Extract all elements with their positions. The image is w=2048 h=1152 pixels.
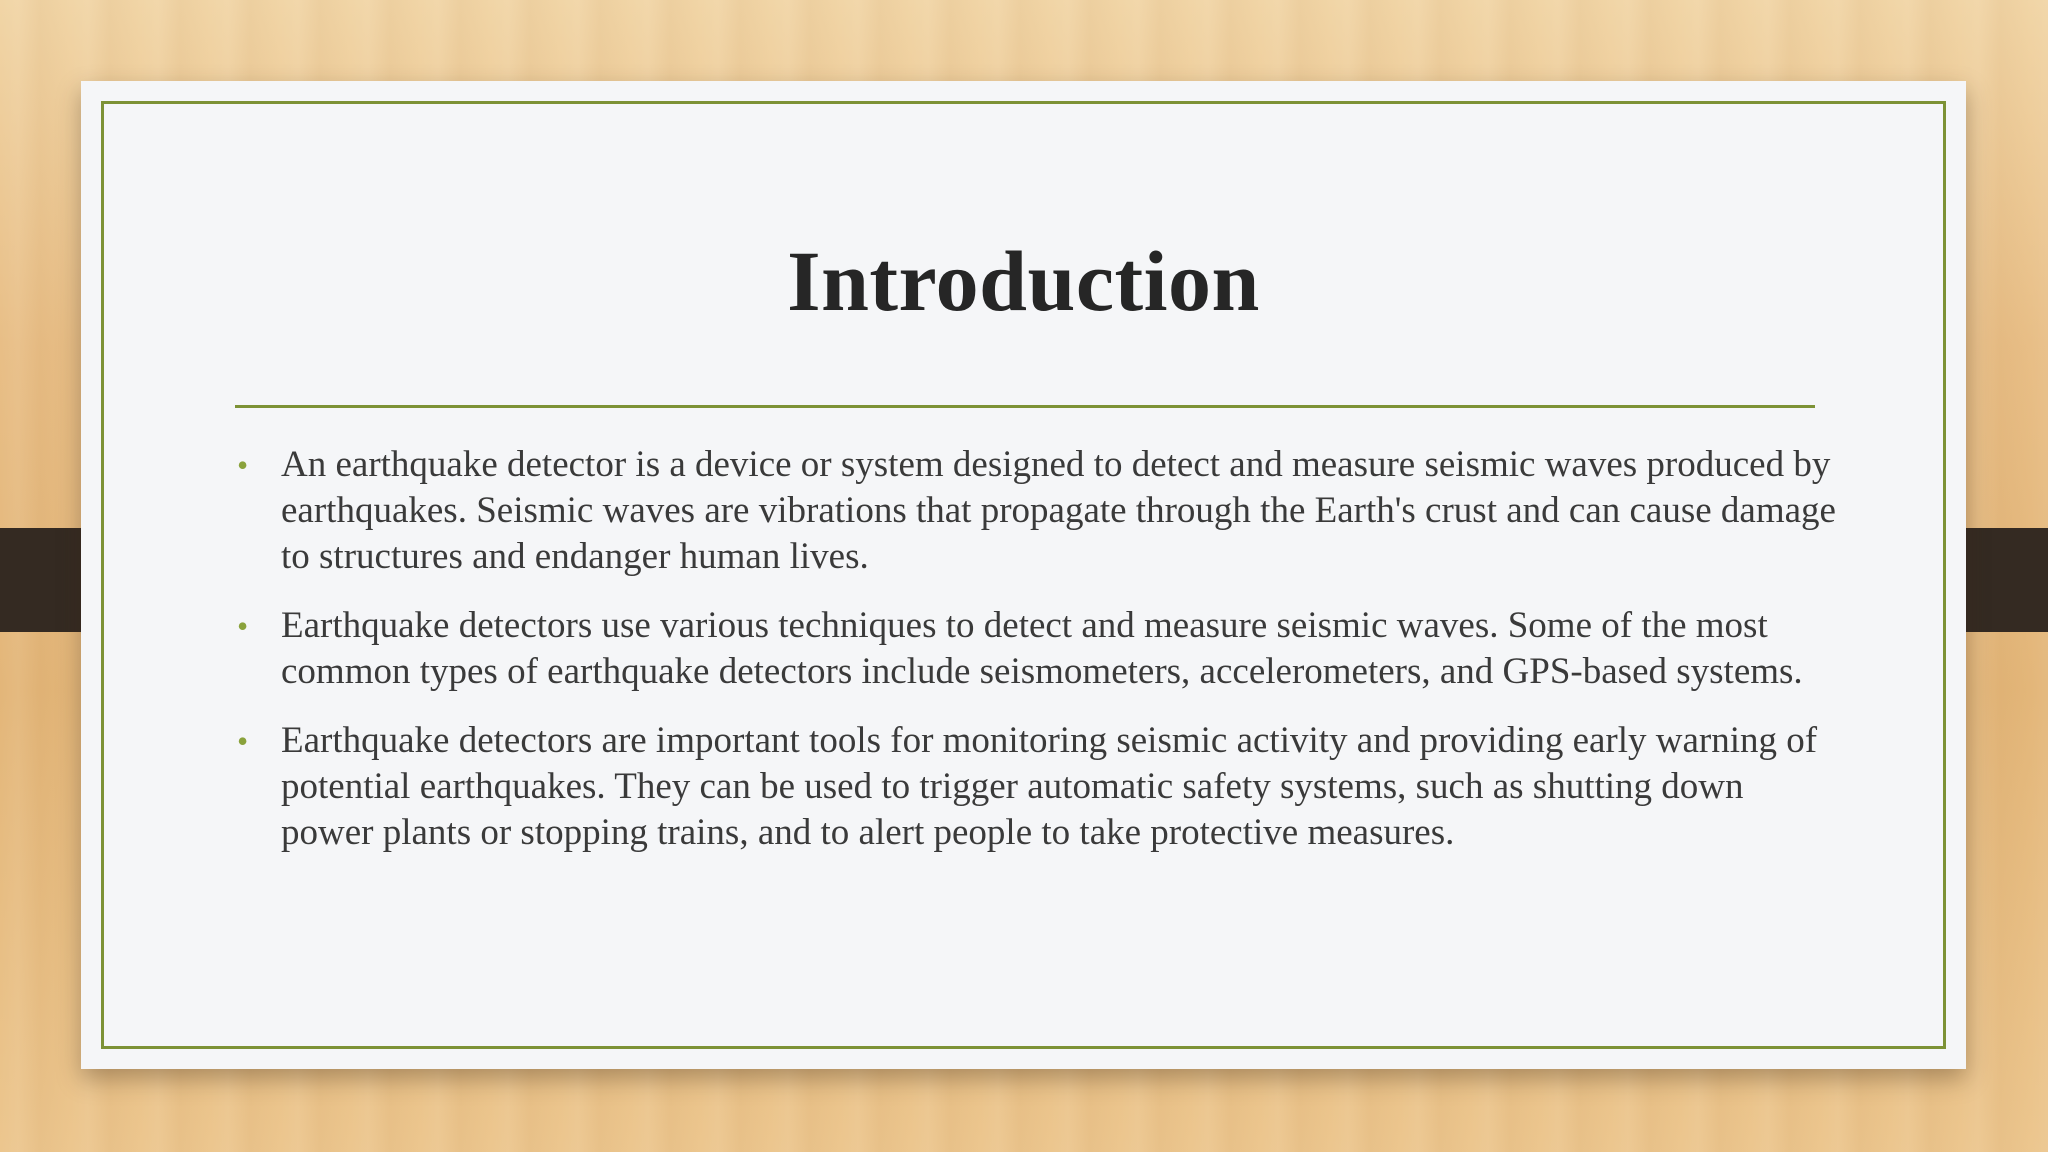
slide — [81, 81, 1966, 1069]
bullet-text: An earthquake detector is a device or system designed to detect and measure seismic waves produced by earthquakes. Seismic waves are vibrations that propagate through the Earth's crust and can cause damage to structures and endanger human lives. — [281, 444, 1836, 577]
bullet-icon: • — [237, 723, 249, 759]
bullet-list — [235, 442, 1845, 879]
bullet-text: Earthquake detectors use various techniques to detect and measure seismic waves. Some of the most common types of earthquake detectors include seismometers, accelerometers, and GPS-based systems. — [281, 605, 1803, 692]
bullet-text: Earthquake detectors are important tools for monitoring seismic activity and providing early warning of potential earthquakes. They can be used to trigger automatic safety systems, such as shutting down power plants or stopping trains, and to alert people to take protective measures. — [281, 720, 1818, 853]
bullet-icon: • — [237, 447, 249, 483]
title-divider — [235, 405, 1815, 408]
bullet-item — [235, 442, 1845, 580]
bullet-item — [235, 718, 1845, 856]
bullet-icon: • — [237, 608, 249, 644]
slide-title: Introduction — [787, 233, 1260, 329]
bullet-item — [235, 603, 1845, 695]
